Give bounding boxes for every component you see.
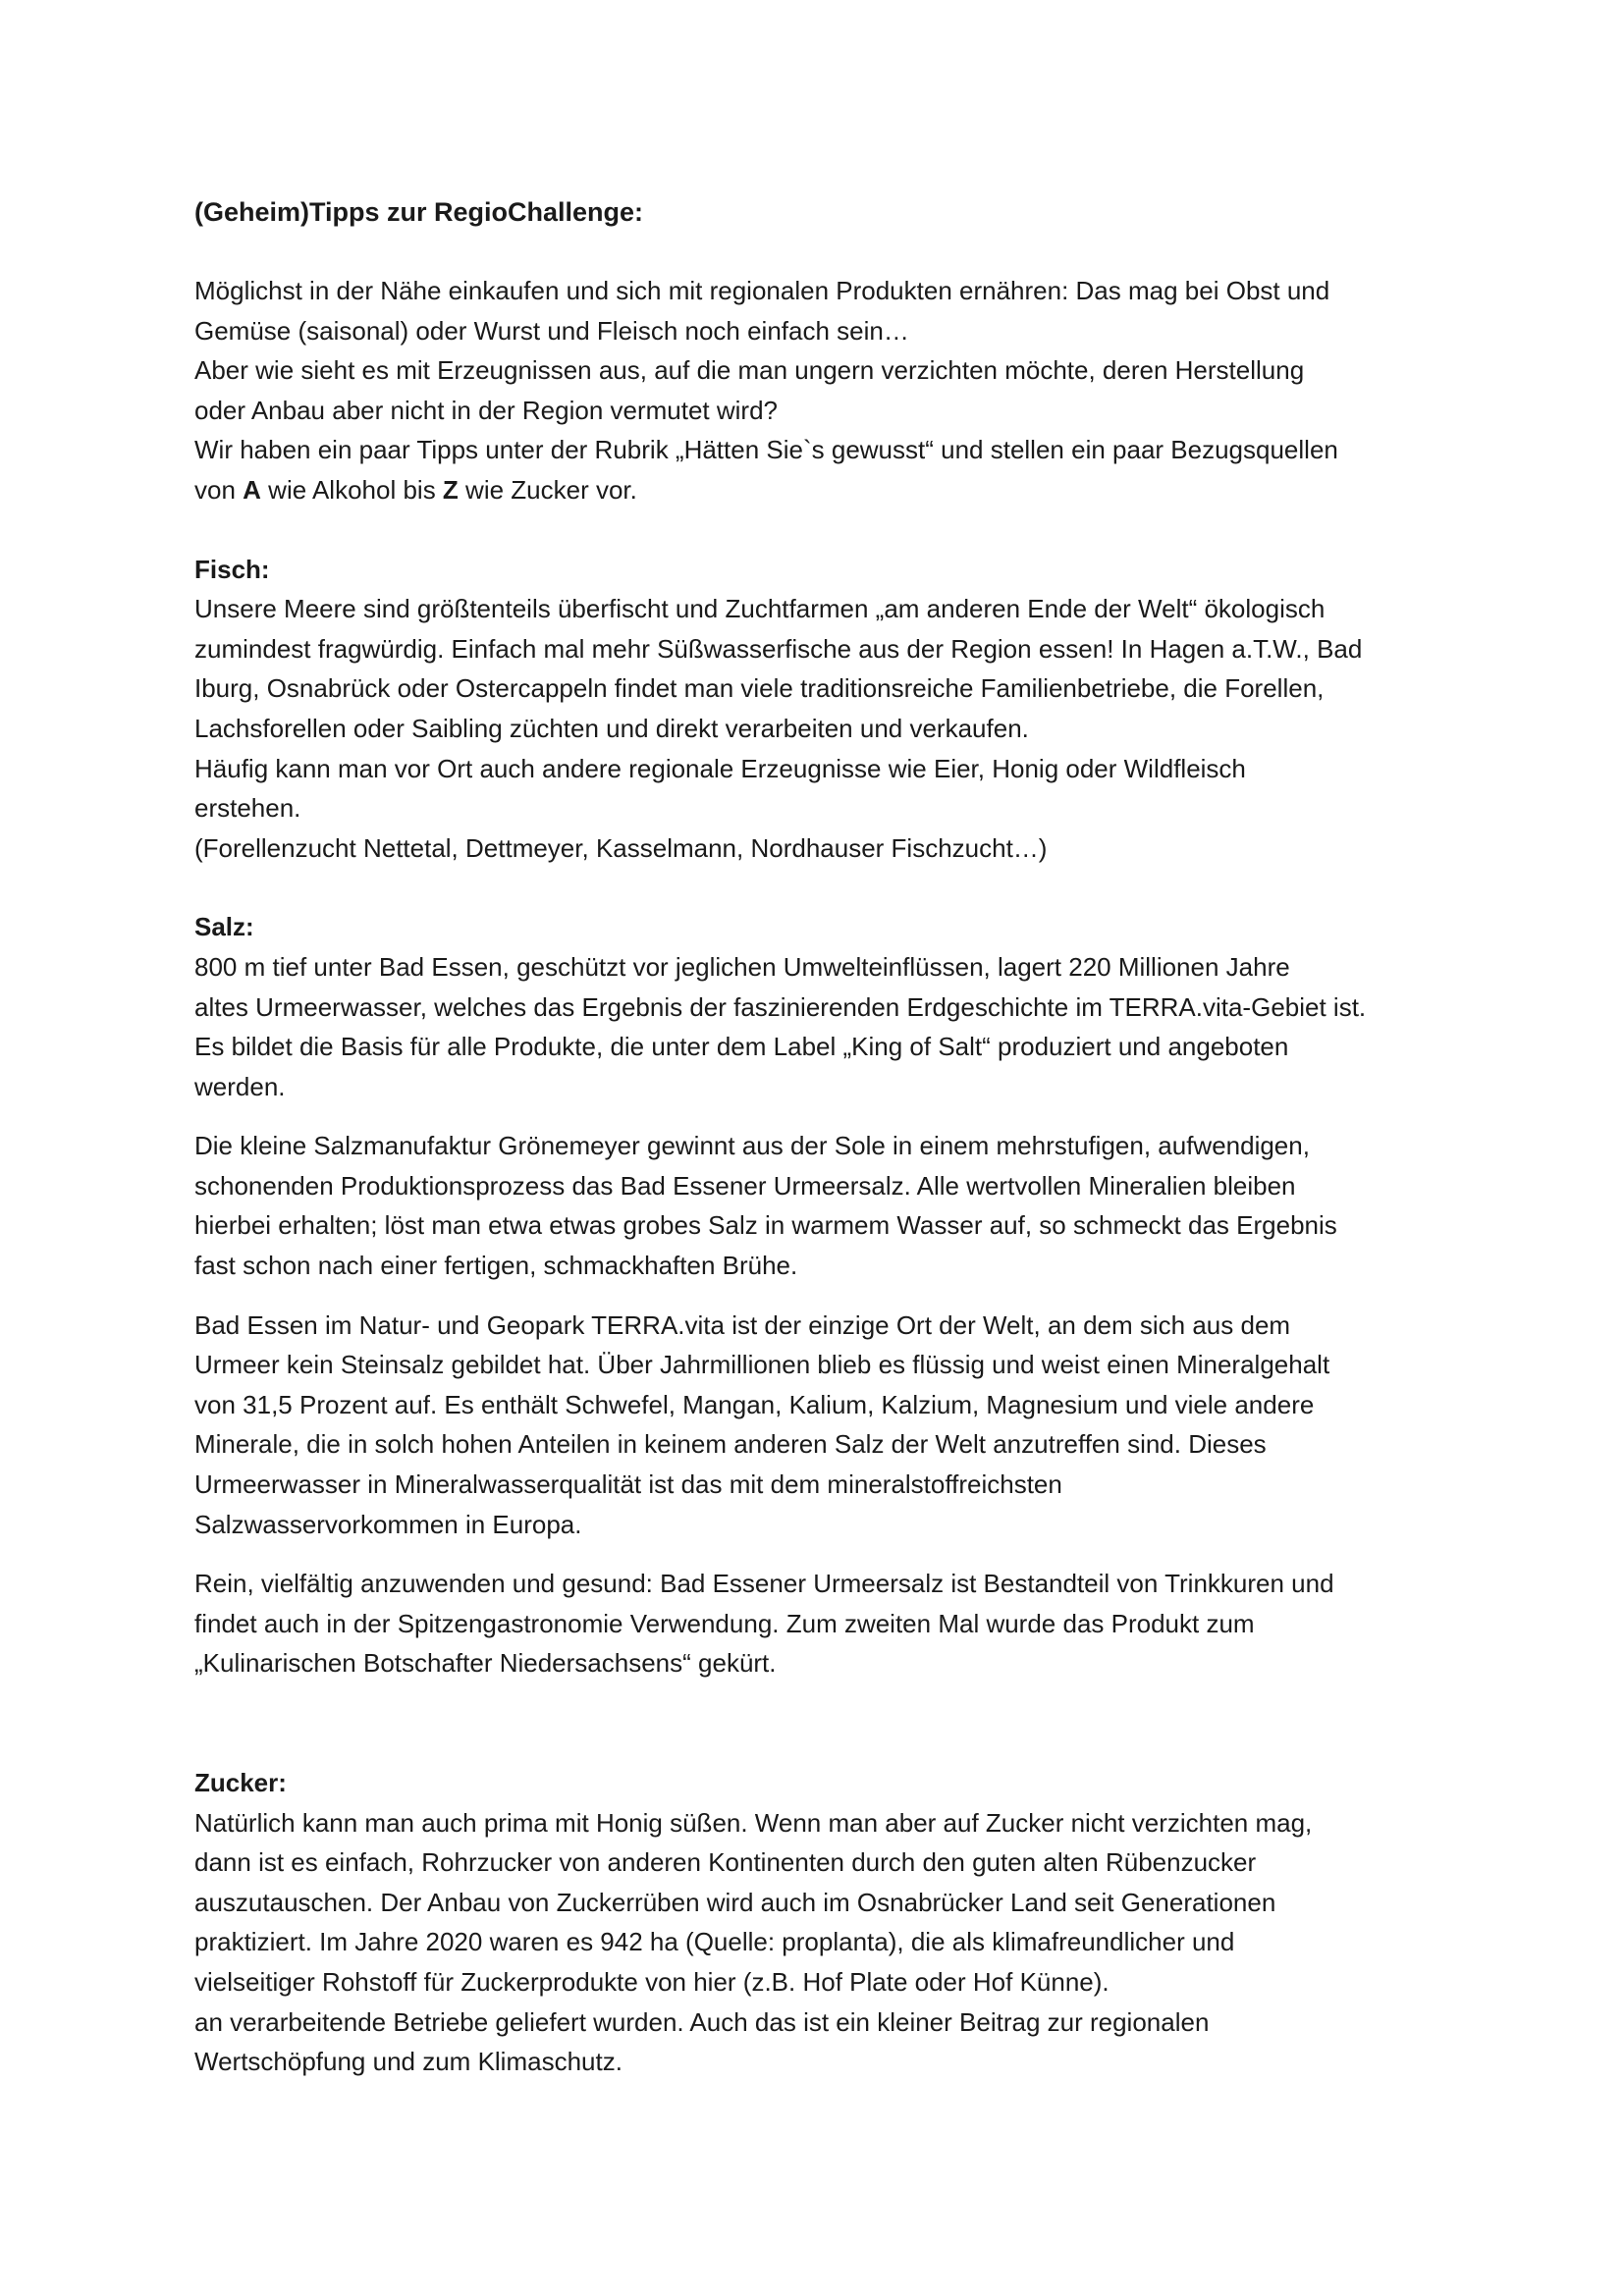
section-spacer xyxy=(194,510,1471,550)
intro-letter-z: Z xyxy=(442,474,459,505)
intro-closing-line xyxy=(194,470,1471,510)
salz-paragraph-4: Rein, vielfältig anzuwenden und gesund: Bad Essener Urmeersalz ist Bestandteil von Trinkkuren und findet auch in der Spitzengastronomie Verwendung. Zum zweiten Mal wurde das Produkt zum „Kulinarischen Botschafter Niedersachsens“ gekürt. xyxy=(194,1569,1334,1679)
salz-paragraph-2: Die kleine Salzmanufaktur Grönemeyer gewinnt aus der Sole in einem mehrstufigen, aufwendigen, schonenden Produktionsprozess das Bad Essener Urmeersalz. Alle wertvollen Mineralien bleiben hierbei erhalten; löst man etwa etwas grobes Salz in warmem Wasser auf, so schmeckt das Ergebnis fast schon nach einer fertigen, schmackhaften Brühe. xyxy=(194,1131,1337,1281)
intro-section xyxy=(194,271,1471,510)
paragraph-spacer xyxy=(194,1544,1471,1564)
zucker-text: Natürlich kann man auch prima mit Honig süßen. Wenn man aber auf Zucker nicht verzichten mag, dann ist es einfach, Rohrzucker von anderen Kontinenten durch den guten alten Rübenzucker auszutauschen. Der Anbau von Zuckerrüben wird auch im Osnabrücker Land seit Generationen praktiziert. Im Jahre 2020 waren es 942 ha (Quelle: proplanta), die als klimafreundlicher und vielseitiger Rohstoff für Zuckerprodukte von hier (z.B. Hof Plate oder Hof Künne). an verarbeitende Betriebe geliefert wurden. Auch das ist ein kleiner Beitrag zur regionalen Wertschöpfung und zum Klimaschutz. xyxy=(194,1807,1313,2077)
intro-letter-a: A xyxy=(243,474,261,505)
document-title: (Geheim)Tipps zur RegioChallenge: xyxy=(194,197,644,227)
salz-section xyxy=(194,907,1471,1683)
fisch-section xyxy=(194,550,1471,869)
section-spacer xyxy=(194,1683,1471,1763)
intro-closing-part-1: von xyxy=(194,474,244,505)
zucker-heading: Zucker: xyxy=(194,1768,287,1797)
intro-closing-part-2: wie Alkohol bis xyxy=(260,474,443,505)
salz-paragraph-3: Bad Essen im Natur- und Geopark TERRA.vita ist der einzige Ort der Welt, an dem sich aus dem Urmeer kein Steinsalz gebildet hat. Über Jahrmillionen blieb es flüssig und weist einen Mineralgehalt von 31,5 Prozent auf. Es enthält Schwefel, Mangan, Kalium, Kalzium, Magnesium und viele andere Minerale, die in solch hohen Anteilen in keinem anderen Salz der Welt anzutreffen sind. Dieses Urmeerwasser in Mineralwasserqualität ist das mit dem mineralstoffreichsten Salzwasservorkommen in Europa. xyxy=(194,1309,1330,1539)
salz-heading: Salz: xyxy=(194,912,254,942)
section-spacer xyxy=(194,868,1471,907)
paragraph-spacer xyxy=(194,1106,1471,1126)
paragraph-spacer xyxy=(194,1286,1471,1306)
document-body xyxy=(194,192,1471,2082)
zucker-section xyxy=(194,1763,1471,2082)
salz-paragraph-1: 800 m tief unter Bad Essen, geschützt vor jeglichen Umwelteinflüssen, lagert 220 Millionen Jahre altes Urmeerwasser, welches das Ergebnis der faszinierenden Erdgeschichte im TERRA.vita-Gebiet ist. Es bildet die Basis für alle Produkte, die unter dem Label „King of Salt“ produziert und angeboten werden. xyxy=(194,951,1367,1101)
intro-text: Möglichst in der Nähe einkaufen und sich mit regionalen Produkten ernähren: Das mag bei Obst und Gemüse (saisonal) oder Wurst und Fleisch noch einfach sein… Aber wie sieht es mit Erzeugnissen aus, auf die man ungern verzichten möchte, deren Herstellung oder Anbau aber nicht in der Region vermutet wird? Wir haben ein paar Tipps unter der Rubrik „Hätten Sie`s gewusst“ und stellen ein paar Bezugsquellen xyxy=(194,276,1338,465)
fisch-heading: Fisch: xyxy=(194,554,270,584)
intro-closing-part-3: wie Zucker vor. xyxy=(458,474,637,505)
fisch-text: Unsere Meere sind größtenteils überfischt und Zuchtfarmen „am anderen Ende der Welt“ ökologisch zumindest fragwürdig. Einfach mal mehr Süßwasserfische aus der Region essen! In Hagen a.T.W., Bad Iburg, Osnabrück oder Ostercappeln findet man viele traditionsreiche Familienbetriebe, die Forellen, Lachsforellen oder Saibling züchten und direkt verarbeiten und verkaufen. Häufig kann man vor Ort auch andere regionale Erzeugnisse wie Eier, Honig oder Wildfleisch erstehen. (Forellenzucht Nettetal, Dettmeyer, Kasselmann, Nordhauser Fischzucht…) xyxy=(194,594,1363,863)
